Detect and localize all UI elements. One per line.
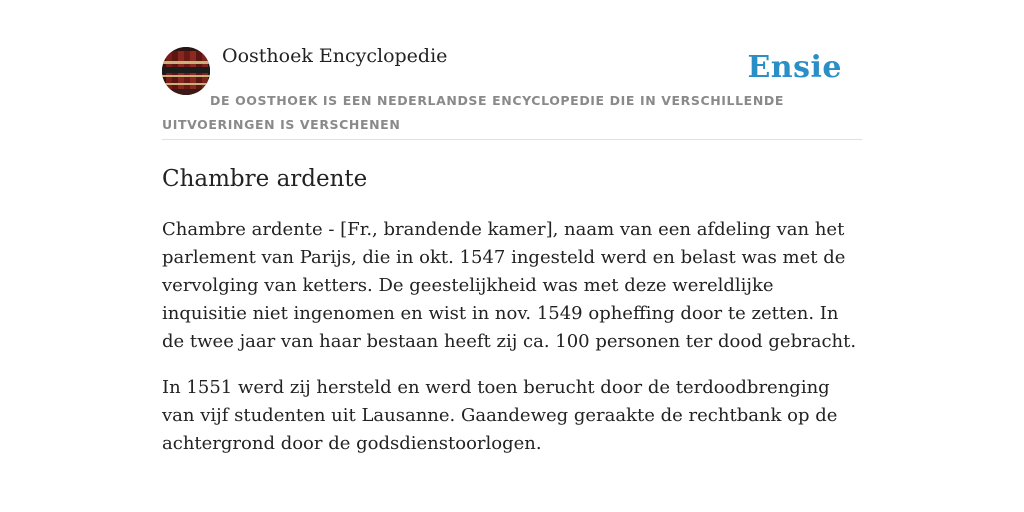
site-tagline: DE OOSTHOEK IS EEN NEDERLANDSE ENCYCLOPEDIE DIE IN VERSCHILLENDE UITVOERINGEN IS VERSCHENEN (162, 93, 784, 132)
article-title: Chambre ardente (162, 166, 368, 192)
site-header (162, 0, 862, 140)
site-title[interactable]: Oosthoek Encyclopedie (222, 45, 448, 67)
brand-logo[interactable]: Ensie (747, 50, 842, 85)
encyclopedia-books-icon[interactable] (162, 47, 210, 95)
article-paragraph: In 1551 werd zij hersteld en werd toen berucht door de terdoodbrenging van vijf studenten uit Lausanne. Gaandeweg geraakte de rechtbank op de achtergrond door de godsdienstoorlogen. (162, 377, 838, 454)
article-paragraph: Chambre ardente - [Fr., brandende kamer], naam van een afdeling van het parlement van Parijs, die in okt. 1547 ingesteld werd en belast was met de vervolging van ketters. De geestelijkheid was met deze wereldlijke inquisitie niet ingenomen en wist in nov. 1549 opheffing door te zetten. In de twee jaar van haar bestaan heeft zij ca. 100 personen ter dood gebracht. (162, 219, 857, 352)
page-container (162, 0, 862, 458)
